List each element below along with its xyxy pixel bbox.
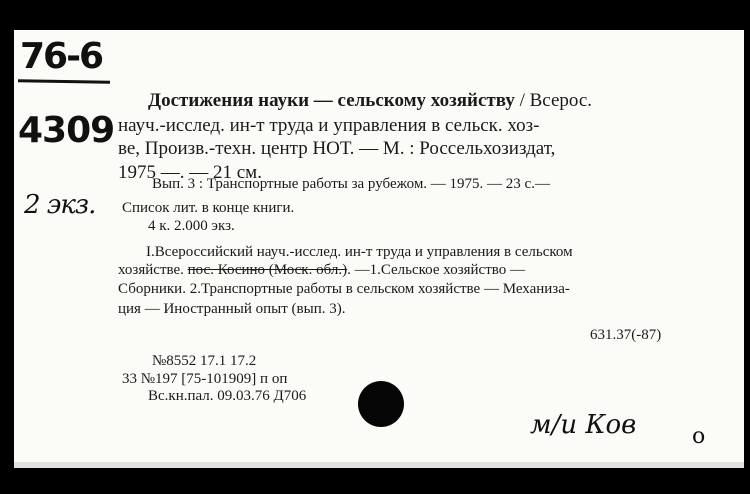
registry-line: 33 №197 [75-101909] п оп	[122, 371, 288, 387]
publisher-line: ве, Произв.-техн. центр НОТ. — М. : Россельхозиздат,	[118, 138, 556, 159]
date-size-line: 1975 —. — 21 см.	[118, 162, 262, 183]
punch-hole	[358, 381, 404, 427]
issue-line: Вып. 3 : Транспортные работы за рубежом. — 1975. — 23 с.—	[152, 176, 550, 192]
title-line	[148, 90, 592, 112]
struck-text: пос. Косино (Моск. обл.)	[187, 262, 348, 278]
tracing-text: хозяйстве.	[118, 262, 188, 278]
price-line: 4 к. 2.000 экз.	[148, 218, 235, 234]
copies-note: 2 экз.	[24, 190, 96, 220]
tracing-line: ция — Иностранный опыт (вып. 3).	[118, 301, 346, 317]
title-rest: / Всерос.	[514, 90, 593, 111]
tracing-line: Сборники. 2.Транспортные работы в сельском хозяйстве — Механиза-	[118, 281, 570, 297]
tracing-text: . —1.Сельское хозяйство —	[347, 262, 525, 278]
registry-line: №8552 17.1 17.2	[152, 353, 257, 369]
bibliography-note: Список лит. в конце книги.	[122, 200, 295, 216]
handwritten-signature: м/и Ков	[530, 410, 637, 440]
title-bold: Достижения науки — сельскому хозяйству	[148, 90, 515, 111]
classification-code: 631.37(-87)	[590, 327, 662, 343]
tracing-line: I.Всероссийский науч.-исслед. ин-т труда и управления в сельском	[146, 244, 573, 260]
responsibility-line: науч.-исслед. ин-т труда и управления в сельск. хоз-	[118, 115, 540, 136]
handwritten-mark: о	[692, 424, 706, 449]
shelf-mark-top: 76-6	[20, 36, 103, 77]
shelf-mark-bottom: 4309	[18, 110, 115, 151]
card-edge	[14, 462, 744, 468]
tracing-line	[118, 262, 525, 279]
registry-line: Вс.кн.пал. 09.03.76 Д706	[148, 388, 307, 404]
